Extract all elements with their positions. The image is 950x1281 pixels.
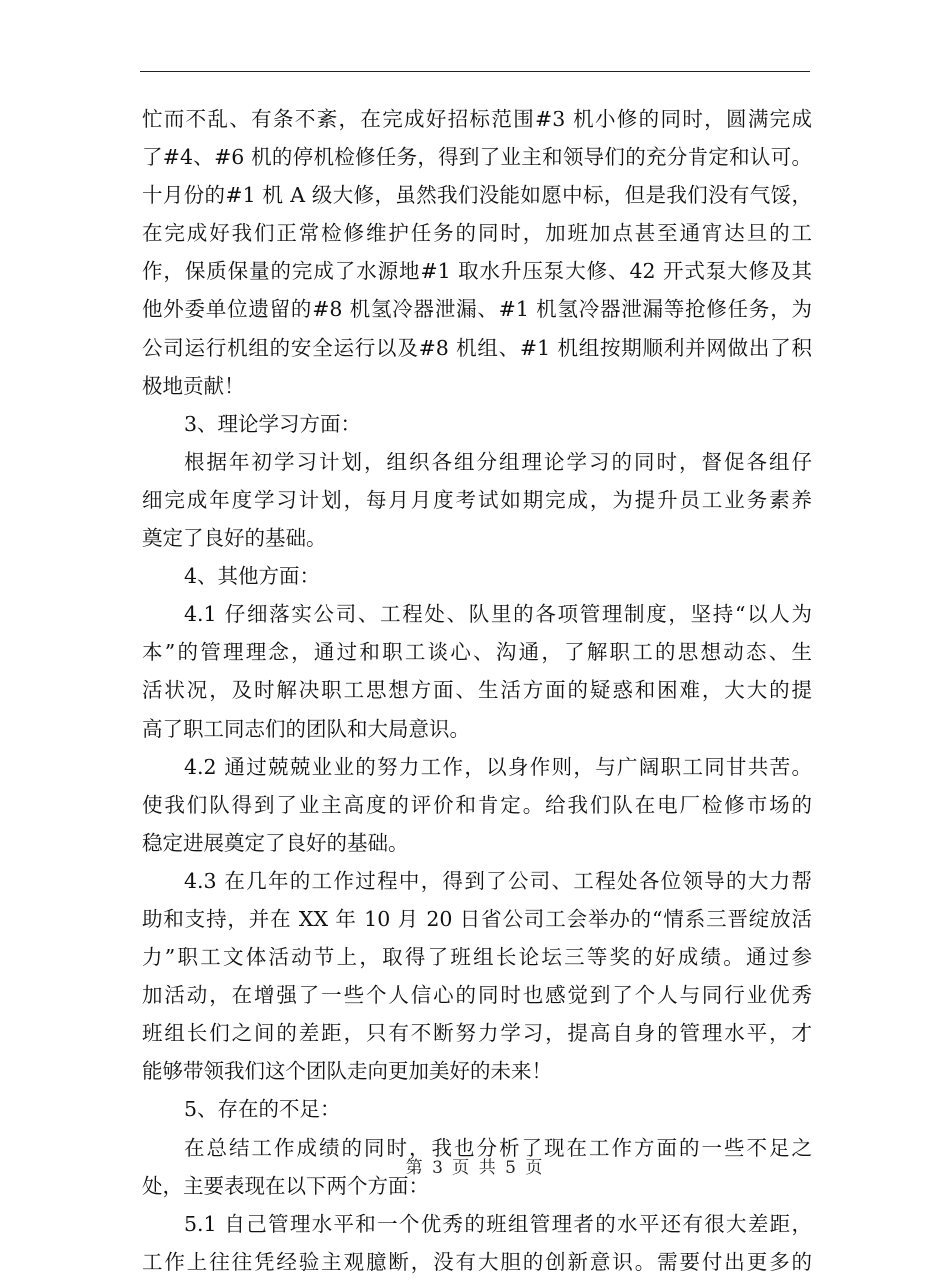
paragraph-line: 公司运行机组的安全运行以及#8 机组、#1 机组按期顺利并网做出了积 — [142, 335, 812, 360]
section-heading: 4、其他方面： — [184, 564, 321, 589]
paragraph-line: 使我们队得到了业主高度的评价和肯定。给我们队在电厂检修市场的 — [142, 792, 812, 817]
paragraph-line: 根据年初学习计划，组织各组分组理论学习的同时，督促各组仔 — [184, 449, 812, 474]
paragraph-line: 他外委单位遗留的#8 机氢冷器泄漏、#1 机氢冷器泄漏等抢修任务，为 — [142, 297, 812, 322]
paragraph-line: 力”职工文体活动节上，取得了班组长论坛三等奖的好成绩。通过参 — [142, 945, 812, 970]
paragraph-line: 稳定进展奠定了良好的基础。 — [142, 830, 409, 855]
paragraph-line: 加活动，在增强了一些个人信心的同时也感觉到了个人与同行业优秀 — [142, 983, 812, 1008]
paragraph-line: 处，主要表现在以下两个方面： — [142, 1173, 429, 1198]
paragraph-line: 在总结工作成绩的同时，我也分析了现在工作方面的一些不足之 — [184, 1135, 812, 1160]
paragraph-line: 4.3 在几年的工作过程中，得到了公司、工程处各位领导的大力帮 — [184, 868, 812, 893]
paragraph-line: 高了职工同志们的团队和大局意识。 — [142, 716, 470, 741]
paragraph-line: 班组长们之间的差距，只有不断努力学习，提高自身的管理水平，才 — [142, 1021, 812, 1046]
page-number: 第 3 页 共 5 页 — [405, 1158, 545, 1178]
paragraph-line: 了#4、#6 机的停机检修任务，得到了业主和领导们的充分肯定和认可。 — [142, 145, 812, 170]
paragraph-line: 助和支持，并在 XX 年 10 月 20 日省公司工会举办的“情系三晋绽放活 — [142, 906, 812, 931]
paragraph-line: 作，保质保量的完成了水源地#1 取水升压泵大修、42 开式泵大修及其 — [142, 259, 812, 284]
paragraph-line: 4.1 仔细落实公司、工程处、队里的各项管理制度，坚持“以人为 — [184, 602, 812, 627]
paragraph-line: 5.1 自己管理水平和一个优秀的班组管理者的水平还有很大差距， — [184, 1211, 812, 1236]
paragraph-line: 十月份的#1 机 A 级大修，虽然我们没能如愿中标，但是我们没有气馁， — [142, 183, 812, 208]
paragraph-line: 奠定了良好的基础。 — [142, 526, 327, 551]
paragraph-line: 活状况，及时解决职工思想方面、生活方面的疑惑和困难，大大的提 — [142, 678, 812, 703]
paragraph-line: 在完成好我们正常检修维护任务的同时，加班加点甚至通宵达旦的工 — [142, 221, 812, 246]
document-body — [142, 100, 812, 1281]
paragraph-line: 能够带领我们这个团队走向更加美好的未来！ — [142, 1059, 552, 1084]
paragraph-line: 4.2 通过兢兢业业的努力工作，以身作则，与广阔职工同甘共苦。 — [184, 754, 812, 779]
paragraph-line: 本”的管理理念，通过和职工谈心、沟通，了解职工的思想动态、生 — [142, 640, 812, 665]
paragraph-line: 工作上往往凭经验主观臆断，没有大胆的创新意识。需要付出更多的 — [142, 1249, 812, 1274]
header-rule — [140, 71, 810, 72]
section-heading: 5、存在的不足： — [184, 1097, 341, 1122]
section-heading: 3、理论学习方面： — [184, 411, 362, 436]
paragraph-line: 忙而不乱、有条不紊，在完成好招标范围#3 机小修的同时，圆满完成 — [142, 107, 812, 131]
paragraph-line: 细完成年度学习计划，每月月度考试如期完成，为提升员工业务素养 — [142, 487, 812, 512]
paragraph-line: 极地贡献！ — [142, 373, 245, 398]
